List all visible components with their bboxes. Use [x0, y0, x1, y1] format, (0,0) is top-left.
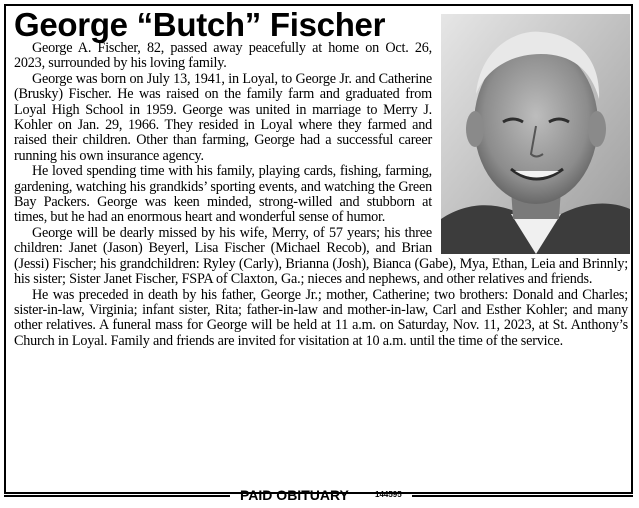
- paragraph-predeceased-services: He was preceded in death by his father, George Jr.; mother, Catherine; two brothers: Donald and Charles; sister-in-law, Virginia; infant sister, Rita; father-in-law and mother-in-law, Carl and Esther Kohler; and many other relatives. A funeral mass for George will be held at 11 a.m. on Saturday, Nov. 11, 2023, at St. Anthony’s Church in Loyal. Family and friends are invited for visitation at 10 a.m. until the time of the service.: [14, 286, 628, 349]
- footer-rule-left: [4, 495, 230, 497]
- paragraph-early-life: George was born on July 13, 1941, in Loyal, to George Jr. and Catherine (Brusky) Fischer. He was raised on the family farm and graduated from Loyal High School in 1959. George was united in marriage to Merry J. Kohler on Jan. 29, 1966. They resided in Loyal where they farmed and raised their children. Other than farming, George had a successful career running his own insurance agency.: [14, 70, 432, 164]
- ad-code: 144595: [375, 490, 402, 499]
- paragraph-death-notice: George A. Fischer, 82, passed away peacefully at home on Oct. 26, 2023, surrounded by his loving family.: [14, 40, 432, 72]
- photo-wrap-spacer: [438, 41, 628, 253]
- footer-rule-right: [412, 495, 633, 497]
- paragraph-survivors: George will be dearly missed by his wife, Merry, of 57 years; his three children: Janet (Jason) Beyerl, Lisa Fischer (Michael Recob), and Brian (Jessi) Fischer; his grandchildren: Ryley (Carly), Brianna (Josh), Bianca (Gabe), Mya, Ethan, Leia and Brinnly; his sister; Sister Janet Fischer, FSPA of Claxton, Ga.; nieces and nephews, and other relatives and friends.: [14, 224, 628, 288]
- obituary-body: [14, 41, 628, 349]
- obituary-headline: George “Butch” Fischer: [14, 6, 386, 43]
- paid-obituary-label: PAID OBITUARY: [240, 487, 349, 503]
- paragraph-interests: He loved spending time with his family, playing cards, fishing, farming, gardening, watching his grandkids’ sporting events, and watching the Green Bay Packers. George was keen minded, strong-willed and stubborn at times, but he had an enormous heart and wonderful sense of humor.: [14, 163, 432, 226]
